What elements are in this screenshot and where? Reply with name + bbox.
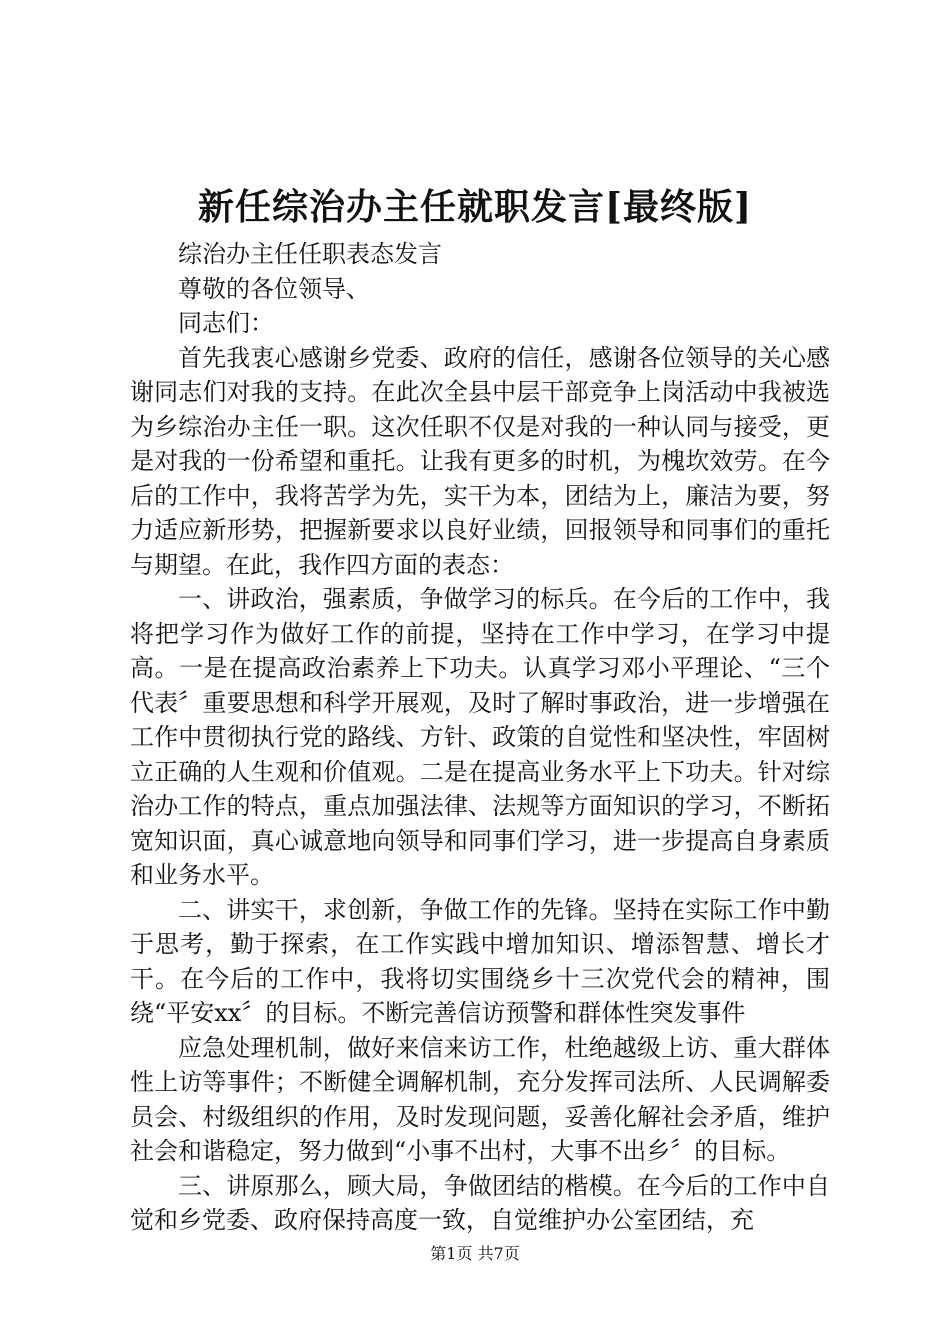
body-paragraph: 二、讲实干，求创新，争做工作的先锋。坚持在实际工作中勤于思考，勤于探索，在工作实践中增加知识、增添智慧、增长才干。在今后的工作中，我将切实围绕乡十三次党代会的精神，围绕“平安xx〞的目标。不断完善信访预警和群体性突发事件: [130, 895, 830, 1027]
body-paragraph: 同志们：: [178, 309, 274, 337]
document-title: 新任综治办主任就职发言[最终版]: [197, 186, 753, 228]
page-footer: 第1页 共7页: [430, 1244, 520, 1263]
body-paragraph: 三、讲原那么，顾大局，争做团结的楷模。在今后的工作中自觉和乡党委、政府保持高度一致，自觉维护办公室团结，充: [130, 1171, 830, 1234]
document-body: [130, 237, 830, 1238]
body-paragraph: 应急处理机制，做好来信来访工作，杜绝越级上访、重大群体性上访等事件；不断健全调解机制，充分发挥司法所、人民调解委员会、村级组织的作用，及时发现问题，妥善化解社会矛盾，维护社会和谐稳定，努力做到“小事不出村，大事不出乡〞的目标。: [130, 1033, 830, 1165]
body-paragraph: 尊敬的各位领导、: [178, 274, 370, 303]
body-paragraph: 综治办主任任职表态发言: [178, 240, 442, 268]
body-paragraph: 首先我衷心感谢乡党委、政府的信任，感谢各位领导的关心感谢同志们对我的支持。在此次全县中层干部竞争上岗活动中我被选为乡综治办主任一职。这次任职不仅是对我的一种认同与接受，更是对我的一份希望和重托。让我有更多的时机，为槐坎效劳。在今后的工作中，我将苦学为先，实干为本，团结为上，廉洁为要，努力适应新形势，把握新要求以良好业绩，回报领导和同事们的重托与期望。在此，我作四方面的表态：: [130, 343, 830, 579]
body-paragraph: 一、讲政治，强素质，争做学习的标兵。在今后的工作中，我将把学习作为做好工作的前提，坚持在工作中学习，在学习中提高。一是在提高政治素养上下功夫。认真学习邓小平理论、“三个代表〞重要思想和科学开展观，及时了解时事政治，进一步增强在工作中贯彻执行党的路线、方针、政策的自觉性和坚决性，牢固树立正确的人生观和价值观。二是在提高业务水平上下功夫。针对综治办工作的特点，重点加强法律、法规等方面知识的学习，不断拓宽知识面，真心诚意地向领导和同事们学习，进一步提高自身素质和业务水平。: [130, 585, 830, 889]
